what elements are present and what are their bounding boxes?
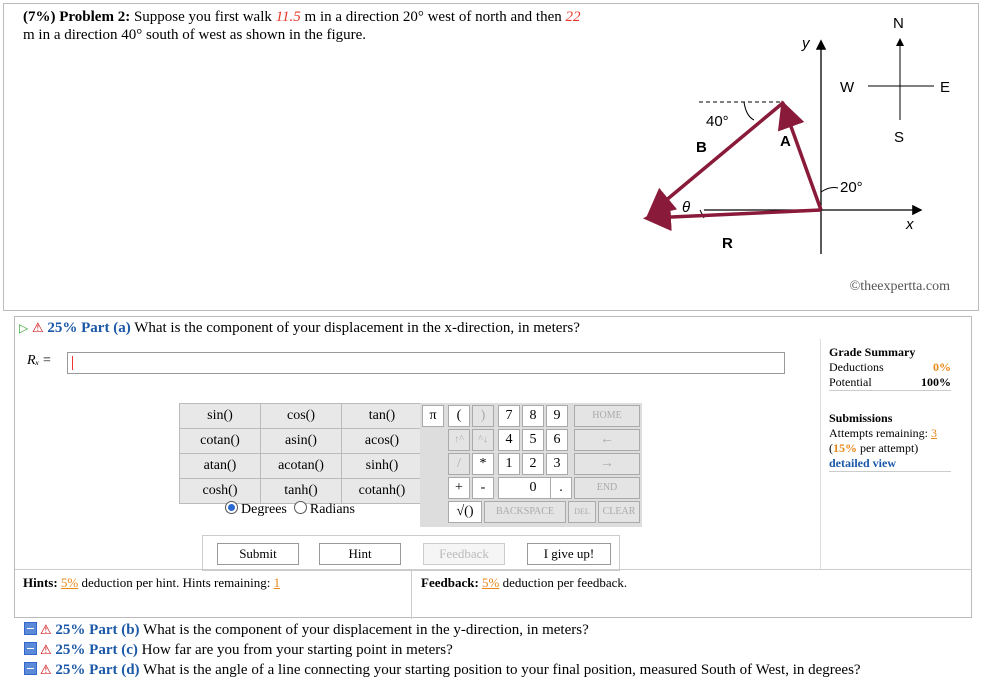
collapse-icon[interactable] <box>24 622 37 635</box>
key-home[interactable]: HOME <box>574 405 640 427</box>
degrees-label: Degrees <box>241 502 287 517</box>
divider <box>15 569 971 570</box>
key-sqrt[interactable]: √() <box>448 501 482 523</box>
problem-panel <box>3 3 979 311</box>
part-c-row[interactable]: ⚠ 25% Part (c) How far are you from your starting point in meters? <box>24 642 453 659</box>
answer-input[interactable] <box>67 352 785 374</box>
part-a-header[interactable] <box>19 320 580 337</box>
x-axis-label: x <box>906 216 914 233</box>
problem-statement: (7%) Problem 2: Suppose you first walk 11.5 m in a direction 20° west of north and then 22 m in a direction 40° south of west as shown in the figure. <box>23 9 581 43</box>
warning-icon: ⚠ <box>31 320 44 335</box>
fn-acotan[interactable]: acotan() <box>261 454 342 479</box>
key-right[interactable]: → <box>574 453 640 475</box>
key-minus[interactable]: - <box>472 477 494 499</box>
key-divide[interactable]: / <box>448 453 470 475</box>
vector-figure <box>634 4 974 264</box>
fn-tan[interactable]: tan() <box>342 404 423 429</box>
key-1[interactable]: 1 <box>498 453 520 475</box>
compass-w: W <box>840 79 855 96</box>
fn-tanh[interactable]: tanh() <box>261 479 342 504</box>
key-pi[interactable]: π <box>422 405 444 427</box>
text-caret <box>72 356 73 370</box>
angle-mode <box>225 501 355 518</box>
deductions-value: 0% <box>933 360 951 374</box>
key-plus[interactable]: + <box>448 477 470 499</box>
key-lparen[interactable]: ( <box>448 405 470 427</box>
key-clear[interactable]: CLEAR <box>598 501 640 523</box>
angle-label-theta: θ <box>682 199 691 216</box>
key-up[interactable]: ↑^ <box>448 429 470 451</box>
label-a: A <box>780 133 791 150</box>
warning-icon: ⚠ <box>40 622 52 637</box>
function-palette <box>179 403 423 504</box>
grade-summary: Grade Summary Deductions 0% Potential 100% Submissions Attempts remaining: 3 (15% per attempt) detailed view <box>829 345 951 470</box>
vector-a <box>784 107 821 210</box>
key-rparen[interactable]: ) <box>472 405 494 427</box>
problem-weight: (7%) <box>23 9 56 25</box>
key-del[interactable]: DEL <box>568 501 596 523</box>
feedback-info: Feedback: 5% deduction per feedback. <box>421 575 628 590</box>
fn-cotan[interactable]: cotan() <box>180 429 261 454</box>
vector-r <box>650 210 821 218</box>
warning-icon: ⚠ <box>40 642 52 657</box>
compass-s: S <box>894 129 905 146</box>
distance-1: 11.5 <box>275 9 301 25</box>
label-r: R <box>722 235 733 252</box>
copyright: ©theexpertta.com <box>849 279 950 294</box>
hint-button[interactable]: Hint <box>319 543 401 565</box>
collapse-icon[interactable] <box>24 642 37 655</box>
key-6[interactable]: 6 <box>546 429 568 451</box>
key-backspace[interactable]: BACKSPACE <box>484 501 566 523</box>
key-dot[interactable]: . <box>550 477 572 499</box>
distance-2: 22 <box>565 9 581 25</box>
key-multiply[interactable]: * <box>472 453 494 475</box>
radians-radio[interactable] <box>294 501 307 514</box>
radians-label: Radians <box>309 502 355 517</box>
part-a-panel <box>14 316 972 618</box>
key-2[interactable]: 2 <box>522 453 544 475</box>
fn-cotanh[interactable]: cotanh() <box>342 479 423 504</box>
collapse-icon[interactable] <box>24 662 37 675</box>
angle-arc-20 <box>821 188 838 193</box>
expand-arrow-icon[interactable]: ▷ <box>19 321 29 335</box>
key-8[interactable]: 8 <box>522 405 544 427</box>
key-5[interactable]: 5 <box>522 429 544 451</box>
angle-label-40: 40° <box>706 113 729 130</box>
key-7[interactable]: 7 <box>498 405 520 427</box>
degrees-radio[interactable] <box>225 501 238 514</box>
keypad <box>420 403 642 527</box>
fn-sinh[interactable]: sinh() <box>342 454 423 479</box>
fn-atan[interactable]: atan() <box>180 454 261 479</box>
hints-remaining: 1 <box>273 575 281 590</box>
key-end[interactable]: END <box>574 477 640 499</box>
fn-sin[interactable]: sin() <box>180 404 261 429</box>
answer-variable: Rₓ = <box>27 353 51 368</box>
key-3[interactable]: 3 <box>546 453 568 475</box>
problem-label: Problem 2: <box>59 9 131 25</box>
hints-info: Hints: 5% deduction per hint. Hints remaining: 1 <box>23 575 281 590</box>
fn-cos[interactable]: cos() <box>261 404 342 429</box>
attempts-remaining: 3 <box>930 426 937 440</box>
detailed-view-link[interactable]: detailed view <box>829 456 896 470</box>
angle-arc-40 <box>744 102 754 120</box>
potential-value: 100% <box>921 375 951 389</box>
divider <box>411 571 412 619</box>
key-left[interactable]: ← <box>574 429 640 451</box>
key-4[interactable]: 4 <box>498 429 520 451</box>
fn-acos[interactable]: acos() <box>342 429 423 454</box>
part-b-row[interactable]: ⚠ 25% Part (b) What is the component of your displacement in the y-direction, in meters? <box>24 622 589 639</box>
part-a-label: 25% Part (a) <box>47 320 131 336</box>
y-axis-label: y <box>802 35 810 52</box>
compass-e: E <box>940 79 951 96</box>
compass-n: N <box>893 15 904 32</box>
submit-button[interactable]: Submit <box>217 543 299 565</box>
part-a-question: What is the component of your displacement in the x-direction, in meters? <box>134 320 580 336</box>
key-down[interactable]: ^↓ <box>472 429 494 451</box>
action-buttons <box>202 535 620 571</box>
fn-asin[interactable]: asin() <box>261 429 342 454</box>
feedback-button[interactable]: Feedback <box>423 543 505 565</box>
label-b: B <box>696 139 707 156</box>
fn-cosh[interactable]: cosh() <box>180 479 261 504</box>
give-up-button[interactable]: I give up! <box>527 543 611 565</box>
warning-icon: ⚠ <box>40 662 52 677</box>
part-d-row[interactable]: ⚠ 25% Part (d) What is the angle of a line connecting your starting position to your final position, measured South of West, in degrees? <box>24 662 861 679</box>
key-9[interactable]: 9 <box>546 405 568 427</box>
key-0[interactable]: 0 <box>498 477 568 499</box>
angle-label-20: 20° <box>840 179 863 196</box>
divider <box>820 339 821 569</box>
